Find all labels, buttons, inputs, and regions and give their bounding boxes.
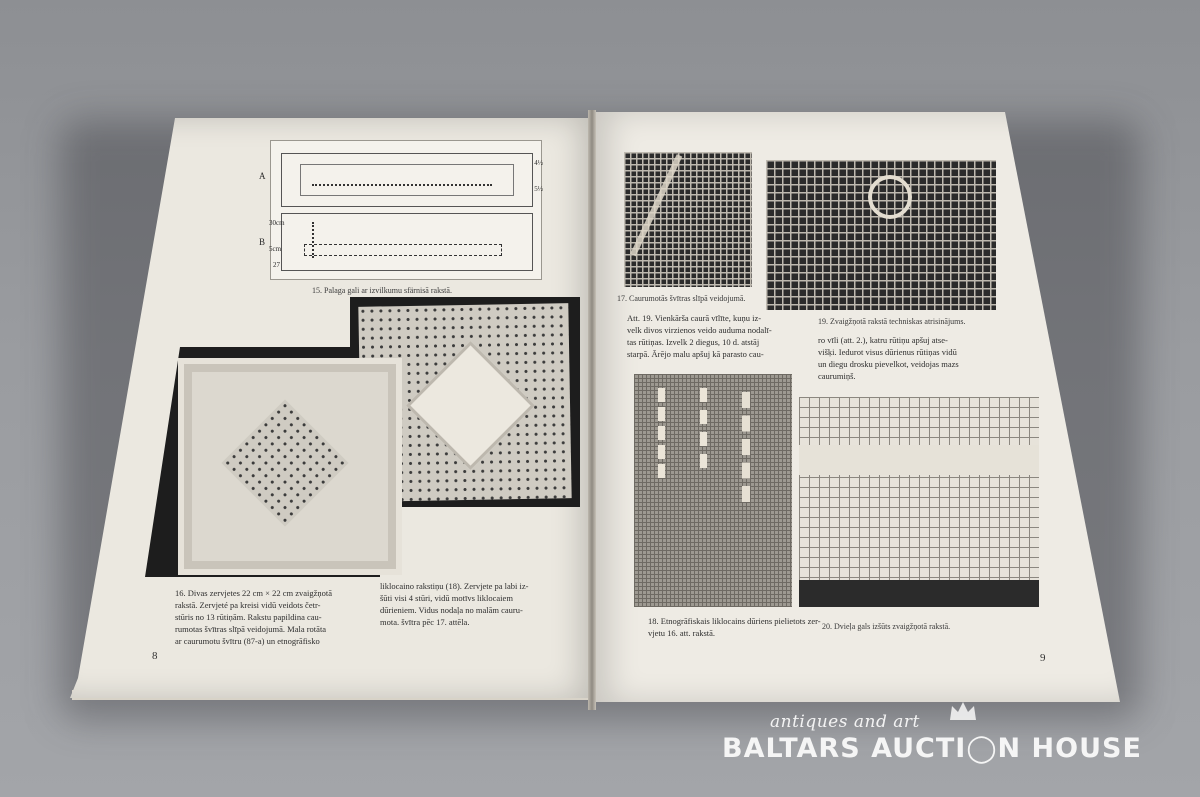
body-text-col1 <box>627 312 772 360</box>
drawing-label-b: B <box>259 237 266 247</box>
drawing-dotted-line-a <box>312 184 492 186</box>
fig16-continued-line-4: mota. švītra pēc 17. attēla. <box>380 617 470 627</box>
right-page-number: 9 <box>1040 652 1046 664</box>
fig20-caption: 20. Dvieļa gals izšūts zvaigžņotā rakstā. <box>822 622 951 631</box>
drawing-label-a: A <box>259 171 266 181</box>
drawing-label-55: 5½ <box>534 185 543 193</box>
fig18-caption-line-2: vjetu 16. att. rakstā. <box>648 628 716 638</box>
drawing-vertical-dots-b <box>312 222 320 258</box>
drawing-label-5cm: 5cm <box>269 245 282 253</box>
fig16-caption-line-1: 16. Divas zervjetes 22 cm × 22 cm zvaigžņotā <box>175 588 333 598</box>
drawing-label-30cm: 30cm <box>269 219 285 227</box>
fig16-caption-line-3: stūris no 13 rūtiņām. Rakstu papildina cau- <box>175 612 322 622</box>
book-gutter <box>588 110 596 710</box>
fig16-continued-line-1: liklocaino rakstiņu (18). Zervjete pa labi iz- <box>380 581 529 591</box>
fig16-continued-line-3: dūrieniem. Vidus nodaļa no malām cauru- <box>380 605 523 615</box>
fig20-photo <box>799 397 1039 607</box>
fig15-caption: 15. Palaga gali ar izvilkumu sfärnisā rakstā. <box>312 286 452 295</box>
drawing-inner-frame-a <box>300 164 514 196</box>
watermark-tagline: antiques and art <box>770 712 920 732</box>
drawing-strip-b <box>281 213 533 271</box>
drawing-dashed-band-b <box>304 244 502 256</box>
fig16-caption-line-4: rumotas švītras slīpā veidojumā. Mala rotāta <box>175 624 327 634</box>
body-col2-line-3: un diegu drosku pievelkot, veidojas mazs <box>818 359 959 369</box>
fig19-caption: 19. Zvaigžņotā rakstā techniskas atrisinājums. <box>818 317 966 326</box>
body-col1-line-4: starpā. Ārējo malu apšuj kā parasto cau- <box>627 349 764 359</box>
body-col1-line-3: tas rūtiņas. Izvelk 2 diegus, 10 d. atstāj <box>627 337 760 347</box>
fig17-caption: 17. Caurumotās švītras slīpā veidojumā. <box>617 294 746 303</box>
fig18-zigzag-2 <box>700 388 725 468</box>
fig19-star-motif <box>868 175 912 219</box>
body-col2-line-2: višķi. Iedurot visus dūrienus rūtiņas vidū <box>818 347 957 357</box>
fig16-caption <box>175 587 332 647</box>
fig16-caption-continued <box>380 580 528 628</box>
drawing-label-27: 27 <box>273 261 280 269</box>
fig18-zigzag-1 <box>658 388 683 478</box>
fig20-plain-band <box>799 445 1039 475</box>
fig16-caption-line-5: ar caurumotu švītru (87-a) un etnogrāfisko <box>175 636 320 646</box>
body-text-col2 <box>818 334 959 382</box>
body-col1-line-1: Att. 19. Vienkārša caurā vīlīte, kuņu iz- <box>627 313 762 323</box>
fig18-caption-line-1: 18. Etnogrāfiskais liklocains dūriens pielietots zer- <box>648 616 821 626</box>
fig16-continued-line-2: šūti visi 4 stūri, vidū motīvs liklocaiem <box>380 593 513 603</box>
body-col2-line-4: caurumiņš. <box>818 371 856 381</box>
fig15-drawing <box>259 140 543 280</box>
drawing-strip-a <box>281 153 533 207</box>
body-col1-line-2: velk divos virzienos veido auduma nodalī- <box>627 325 772 335</box>
drawing-label-45: 4½ <box>534 159 543 167</box>
fig18-zigzag-3 <box>742 392 768 502</box>
fig16-caption-line-2: rakstā. Zervjeté pa kreisi vidū veidots četr- <box>175 600 321 610</box>
left-page-number: 8 <box>152 650 158 662</box>
fig20-dark-bottom <box>799 580 1039 607</box>
fig18-caption <box>648 615 821 639</box>
body-col2-line-1: ro vīli (att. 2.), katru rūtiņu apšuj atse- <box>818 335 948 345</box>
crown-icon <box>948 700 978 722</box>
watermark-name: BALTARS AUCTI◯N HOUSE <box>722 733 1142 764</box>
